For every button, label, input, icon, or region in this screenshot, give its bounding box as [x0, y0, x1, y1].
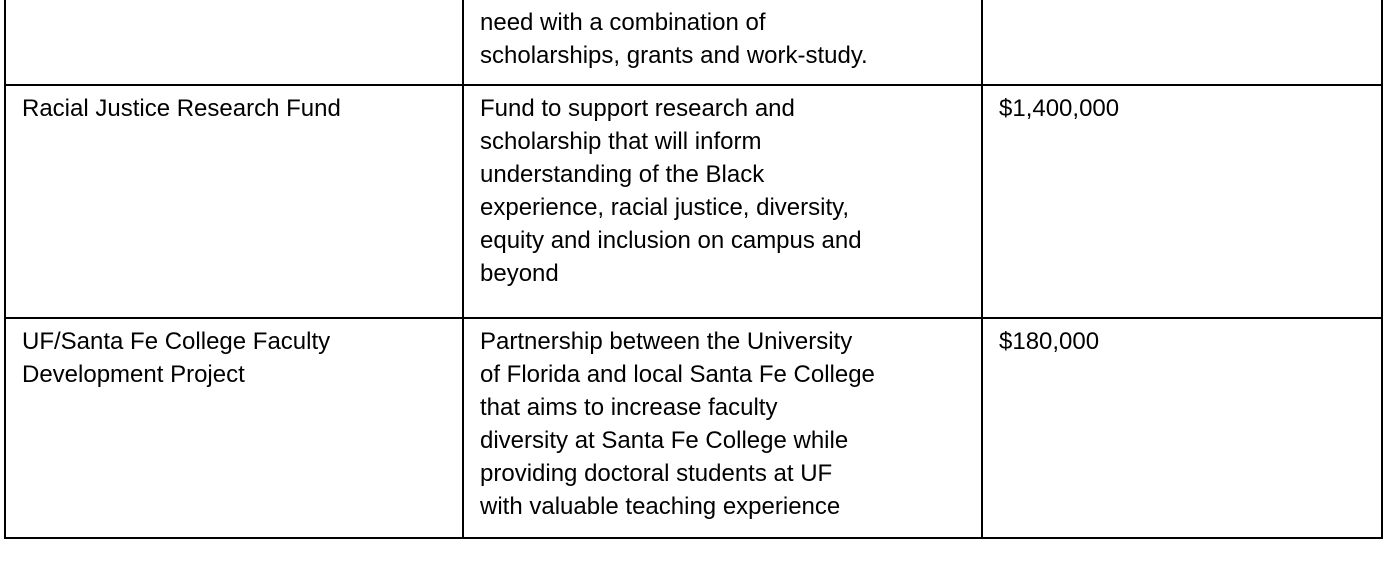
description-line: understanding of the Black — [480, 161, 765, 188]
description-line: scholarship that will inform — [480, 128, 762, 155]
description-line: experience, racial justice, diversity, — [480, 194, 850, 221]
program-name: Racial Justice Research Fund — [22, 95, 341, 122]
description-line: diversity at Santa Fe College while — [480, 427, 849, 454]
description-line: Partnership between the University — [480, 328, 853, 355]
description-line: of Florida and local Santa Fe College — [480, 361, 875, 388]
program-amount: $1,400,000 — [999, 95, 1120, 122]
description-line: equity and inclusion on campus and — [480, 227, 862, 254]
program-name: Development Project — [22, 361, 245, 388]
description-line: scholarships, grants and work-study. — [480, 42, 868, 69]
table-row — [5, 85, 1382, 318]
program-amount-cell — [982, 0, 1382, 85]
program-amount-cell — [982, 85, 1382, 318]
description-line: need with a combination of — [480, 9, 766, 36]
program-name-cell — [5, 85, 463, 318]
table-row — [5, 318, 1382, 538]
table-row — [5, 0, 1382, 85]
description-line: providing doctoral students at UF — [480, 460, 833, 487]
description-line: Fund to support research and — [480, 95, 795, 122]
description-line: with valuable teaching experience — [480, 493, 841, 520]
description-line: beyond — [480, 260, 559, 287]
program-description-cell — [463, 85, 982, 318]
program-name-cell — [5, 318, 463, 538]
program-name: UF/Santa Fe College Faculty — [22, 328, 331, 355]
funding-table — [4, 0, 1383, 539]
funding-table-wrapper — [4, 0, 1383, 539]
description-line: that aims to increase faculty — [480, 394, 778, 421]
program-name-cell — [5, 0, 463, 85]
program-amount: $180,000 — [999, 328, 1100, 355]
program-description-cell — [463, 318, 982, 538]
program-amount-cell — [982, 318, 1382, 538]
program-description-cell — [463, 0, 982, 85]
